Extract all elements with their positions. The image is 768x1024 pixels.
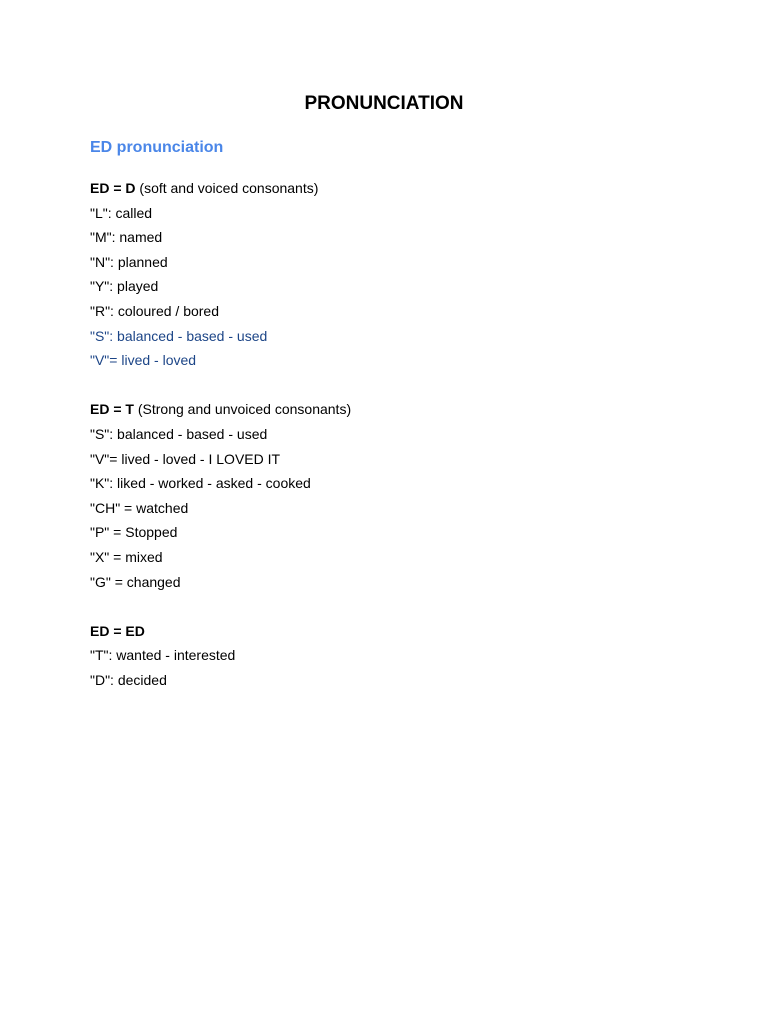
example-line: "P" = Stopped <box>90 524 178 541</box>
rule-group <box>90 619 690 693</box>
example-line: "Y": played <box>90 278 159 295</box>
example-line: "V"= lived - loved <box>90 352 197 369</box>
example-line: "CH" = watched <box>90 499 189 516</box>
rule-description: (soft and voiced consonants) <box>135 180 319 196</box>
rule-line <box>90 176 690 201</box>
example-line: "V"= lived - loved - I LOVED IT <box>90 450 281 467</box>
example-line: "M": named <box>90 229 163 246</box>
rules-content <box>90 176 690 717</box>
example-line: "G" = changed <box>90 573 181 590</box>
rule-label: ED = T <box>90 401 134 418</box>
example-line: "L": called <box>90 204 153 221</box>
example-line: "N": planned <box>90 253 168 270</box>
rule-group <box>90 397 690 594</box>
rule-line <box>90 397 690 422</box>
rule-line <box>90 619 690 644</box>
example-line: "S": balanced - based - used <box>90 425 268 442</box>
example-line: "R": coloured / bored <box>90 302 220 319</box>
rule-group <box>90 176 690 373</box>
rule-description: (Strong and unvoiced consonants) <box>133 401 352 418</box>
page-title: PRONUNCIATION <box>304 93 464 114</box>
rule-label: ED = ED <box>90 622 145 639</box>
example-line: "T": wanted - interested <box>90 647 236 664</box>
example-line: "X" = mixed <box>90 548 163 565</box>
example-line: "D": decided <box>90 671 167 688</box>
example-line: "K": liked - worked - asked - cooked <box>90 475 311 492</box>
example-line: "S": balanced - based - used <box>90 327 268 344</box>
section-heading: ED pronunciation <box>90 139 224 156</box>
rule-label: ED = D <box>90 180 136 196</box>
